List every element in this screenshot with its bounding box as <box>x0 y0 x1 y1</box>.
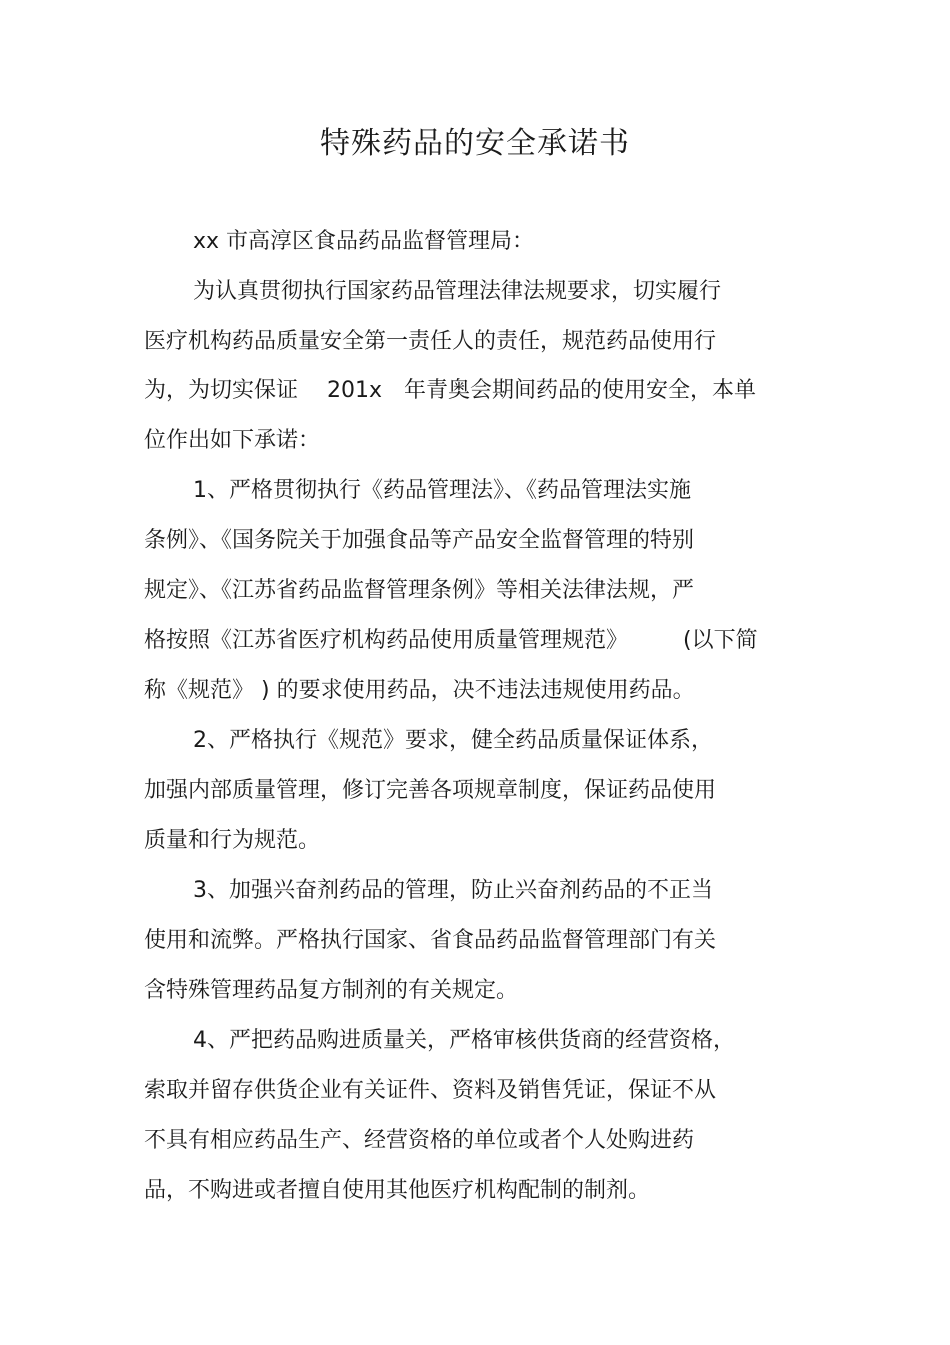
paragraph-line: 4、严把药品购进质量关，严格审核供货商的经营资格， <box>193 1028 735 1053</box>
paragraph-line: 质量和行为规范。 <box>144 828 321 853</box>
paragraph-line: 规定》、《江苏省药品监督管理条例》等相关法律法规，严 <box>144 578 695 603</box>
paragraph-line: 称《规范》 ) 的要求使用药品，决不违法违规使用药品。 <box>144 678 695 703</box>
paragraph-line: 医疗机构药品质量安全第一责任人的责任，规范药品使用行 <box>144 329 717 354</box>
paragraph-line: 条例》、《国务院关于加强食品等产品安全监督管理的特别 <box>144 528 695 553</box>
paragraph-line: 品，不购进或者擅自使用其他医疗机构配制的制剂。 <box>144 1178 651 1203</box>
paragraph-line: 格按照《江苏省医疗机构药品使用质量管理规范》 (以下简 <box>144 628 758 653</box>
paragraph-line: 使用和流弊。严格执行国家、省食品药品监督管理部门有关 <box>144 928 717 953</box>
paragraph-line: 为，为切实保证 201x 年青奥会期间药品的使用安全，本单 <box>144 378 757 403</box>
paragraph-line: 3、加强兴奋剂药品的管理，防止兴奋剂药品的不正当 <box>193 878 713 903</box>
paragraph-line: 不具有相应药品生产、经营资格的单位或者个人处购进药 <box>144 1128 695 1153</box>
paragraph-line: 为认真贯彻执行国家药品管理法律法规要求，切实履行 <box>193 279 722 304</box>
paragraph-line: 索取并留存供货企业有关证件、资料及销售凭证，保证不从 <box>144 1078 717 1103</box>
paragraph-line: 2、严格执行《规范》要求，健全药品质量保证体系， <box>193 728 713 753</box>
paragraph-line: 含特殊管理药品复方制剂的有关规定。 <box>144 978 519 1003</box>
paragraph-line: 1、严格贯彻执行《药品管理法》、《药品管理法实施 <box>193 478 691 503</box>
paragraph-line: 位作出如下承诺： <box>144 428 321 453</box>
paragraph-line: 加强内部质量管理，修订完善各项规章制度，保证药品使用 <box>144 778 717 803</box>
document-title: 特殊药品的安全承诺书 <box>320 126 630 161</box>
addressee-line: xx 市高淳区食品药品监督管理局： <box>193 229 535 254</box>
